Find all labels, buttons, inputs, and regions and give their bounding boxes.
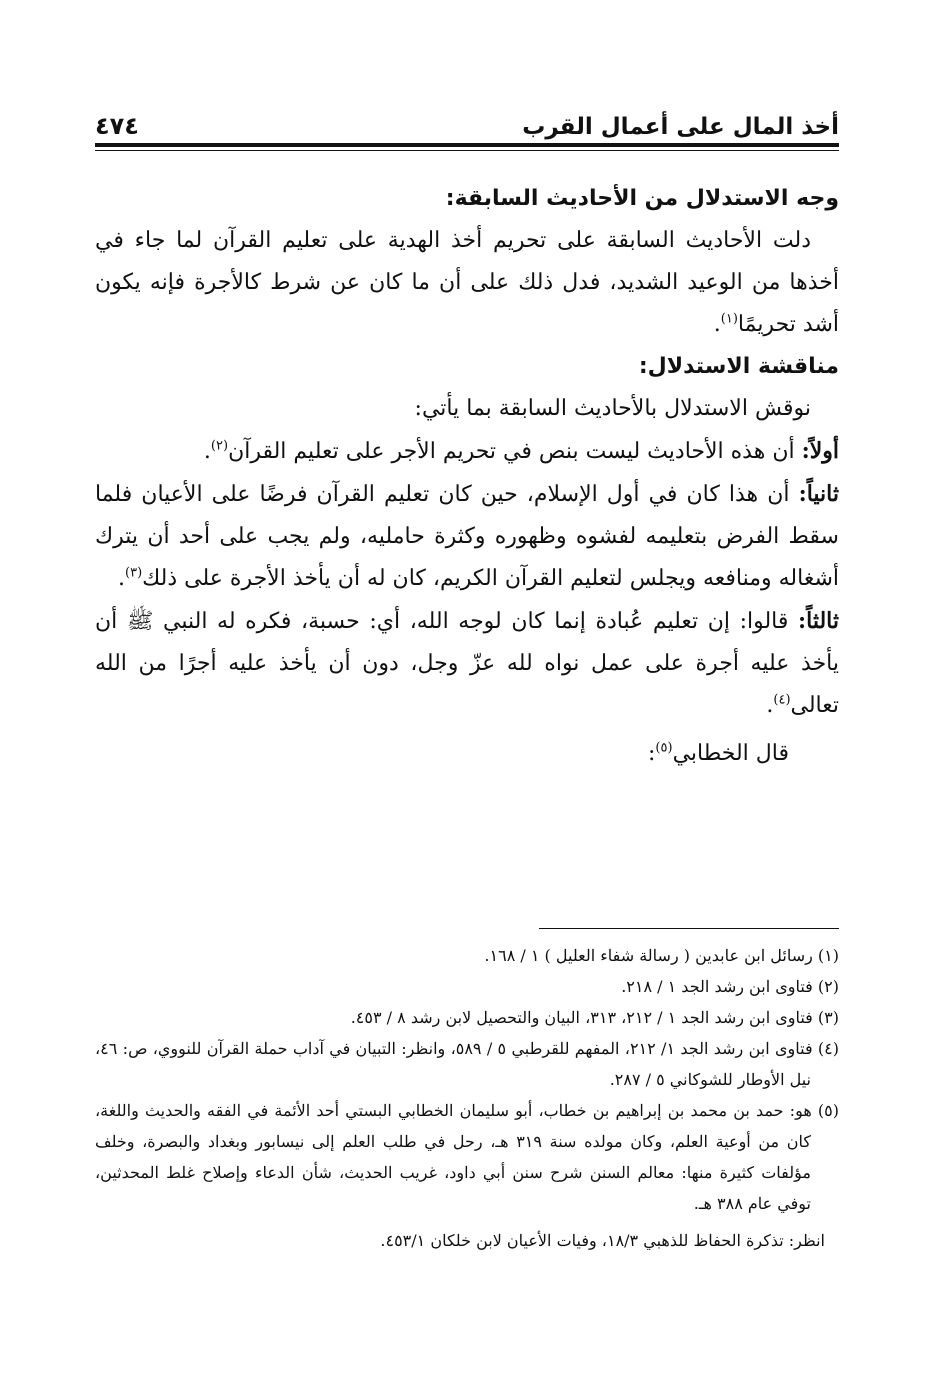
main-text bbox=[95, 178, 839, 775]
khattabi-quote-intro: قال الخطابي$^{(٥)}$: bbox=[648, 740, 789, 766]
footnote-ref-3: (٣) bbox=[125, 565, 143, 581]
footnote-2: (٢) فتاوى ابن رشد الجد ١ / ٢١٨. bbox=[621, 977, 839, 996]
footnote-separator bbox=[539, 928, 839, 929]
footnote-5: (٥) هو: حمد بن محمد بن إبراهيم بن خطاب، أبو سليمان الخطابي البستي أحد الأئمة في الفقه والحديث واللغة، كان من أوعية العلم، وكان مولده سنة ٣١٩ هـ، رحل في طلب العلم إلى نيسابور وبغداد والبصرة، وخلف مؤلفات كثيرة منها: معالم السنن شرح سنن أبي داود، غريب الحديث، شأن الدعاء وإصلاح غلط المحدثين، توفي عام ٣٨٨ هـ. bbox=[95, 1101, 840, 1213]
point-first-text: أن هذه الأحاديث ليست بنص في تحريم الأجر على تعليم القرآن bbox=[228, 439, 795, 464]
header-rule-thick bbox=[95, 143, 839, 147]
point-second: ثانياً: أن هذا كان في أول الإسلام، حين كان تعليم القرآن فرضًا على الأعيان فلما سقط الفرض بتعليمه لفشوه وظهوره وكثرة حامليه، ولم يجب على أحد أن يترك أشغاله ومنافعه ويجلس لتعليم القرآن الكريم، كان له أن يأخذ الأجرة على ذلك$^{(٣)}$. bbox=[95, 481, 839, 591]
point-second-text: أن هذا كان في أول الإسلام، حين كان تعليم القرآن فرضًا على الأعيان فلما سقط الفرض بتعليمه لفشوه وظهوره وكثرة حامليه، ولم يجب على أحد أن يترك أشغاله ومنافعه ويجلس لتعليم القرآن الكريم، كان له أن يأخذ الأجرة على ذلك bbox=[95, 482, 839, 591]
section-heading-inference: وجه الاستدلال من الأحاديث السابقة: bbox=[445, 186, 839, 211]
point-third-text: قالوا: إن تعليم عُبادة إنما كان لوجه الله، أي: حسبة، فكره له النبي ﷺ أن يأخذ عليه أجرة على عمل نواه لله عزّ وجل، دون أن يأخذ عليه أجرًا من الله تعالى bbox=[95, 609, 839, 718]
footnote-ref-1: (١) bbox=[720, 311, 738, 327]
point-second-label: ثانياً: bbox=[798, 481, 839, 507]
footnote-1: (١) رسائل ابن عابدين ( رسالة شفاء العليل ) ١ / ١٦٨. bbox=[484, 946, 839, 965]
running-header bbox=[95, 100, 839, 140]
footnote-3: (٣) فتاوى ابن رشد الجد ١ / ٢١٢، ٣١٣، البيان والتحصيل لابن رشد ٨ / ٤٥٣. bbox=[350, 1008, 839, 1027]
discussion-intro: نوقش الاستدلال بالأحاديث السابقة بما يأتي: bbox=[414, 396, 811, 421]
point-third-label: ثالثاً: bbox=[798, 608, 839, 634]
inference-paragraph: دلت الأحاديث السابقة على تحريم أخذ الهدية على تعليم القرآن لما جاء في أخذها من الوعيد الشديد، فدل ذلك على أن ما كان عن شرط كالأجرة فإنه يكون أشد تحريمًا$^{(١)}$. bbox=[95, 228, 839, 337]
footnote-ref-4: (٤) bbox=[773, 692, 791, 708]
section-heading-discussion: مناقشة الاستدلال: bbox=[638, 354, 839, 379]
footnotes bbox=[95, 940, 839, 1256]
footnote-4: (٤) فتاوى ابن رشد الجد ١/ ٢١٢، المفهم للقرطبي ٥ / ٥٨٩، وانظر: التبيان في آداب حملة القرآن للنووي، ص: ٤٦، نيل الأوطار للشوكاني ٥ / ٢٨٧. bbox=[95, 1039, 839, 1089]
point-third: ثالثاً: قالوا: إن تعليم عُبادة إنما كان لوجه الله، أي: حسبة، فكره له النبي ﷺ أن يأخذ عليه أجرة على عمل نواه لله عزّ وجل، دون أن يأخذ عليه أجرًا من الله تعالى$^{(٤)}$. bbox=[95, 608, 839, 718]
footnote-5-sources: انظر: تذكرة الحفاظ للذهبي ١٨/٣، وفيات الأعيان لابن خلكان ٤٥٣/١. bbox=[380, 1231, 825, 1250]
page-number: ٤٧٤ bbox=[95, 112, 139, 140]
point-first-label: أولاً: bbox=[801, 438, 839, 464]
footnote-ref-5: (٥) bbox=[655, 740, 673, 756]
point-first: أولاً: أن هذه الأحاديث ليست بنص في تحريم الأجر على تعليم القرآن$^{(٢)}$. bbox=[203, 438, 839, 464]
footnote-ref-2: (٢) bbox=[210, 438, 229, 454]
running-title: أخذ المال على أعمال القرب bbox=[522, 114, 839, 140]
header-rule-thin bbox=[95, 150, 839, 151]
inference-text: دلت الأحاديث السابقة على تحريم أخذ الهدية على تعليم القرآن لما جاء في أخذها من الوعيد الشديد، فدل ذلك على أن ما كان عن شرط كالأجرة فإنه يكون أشد تحريمًا bbox=[95, 228, 839, 337]
